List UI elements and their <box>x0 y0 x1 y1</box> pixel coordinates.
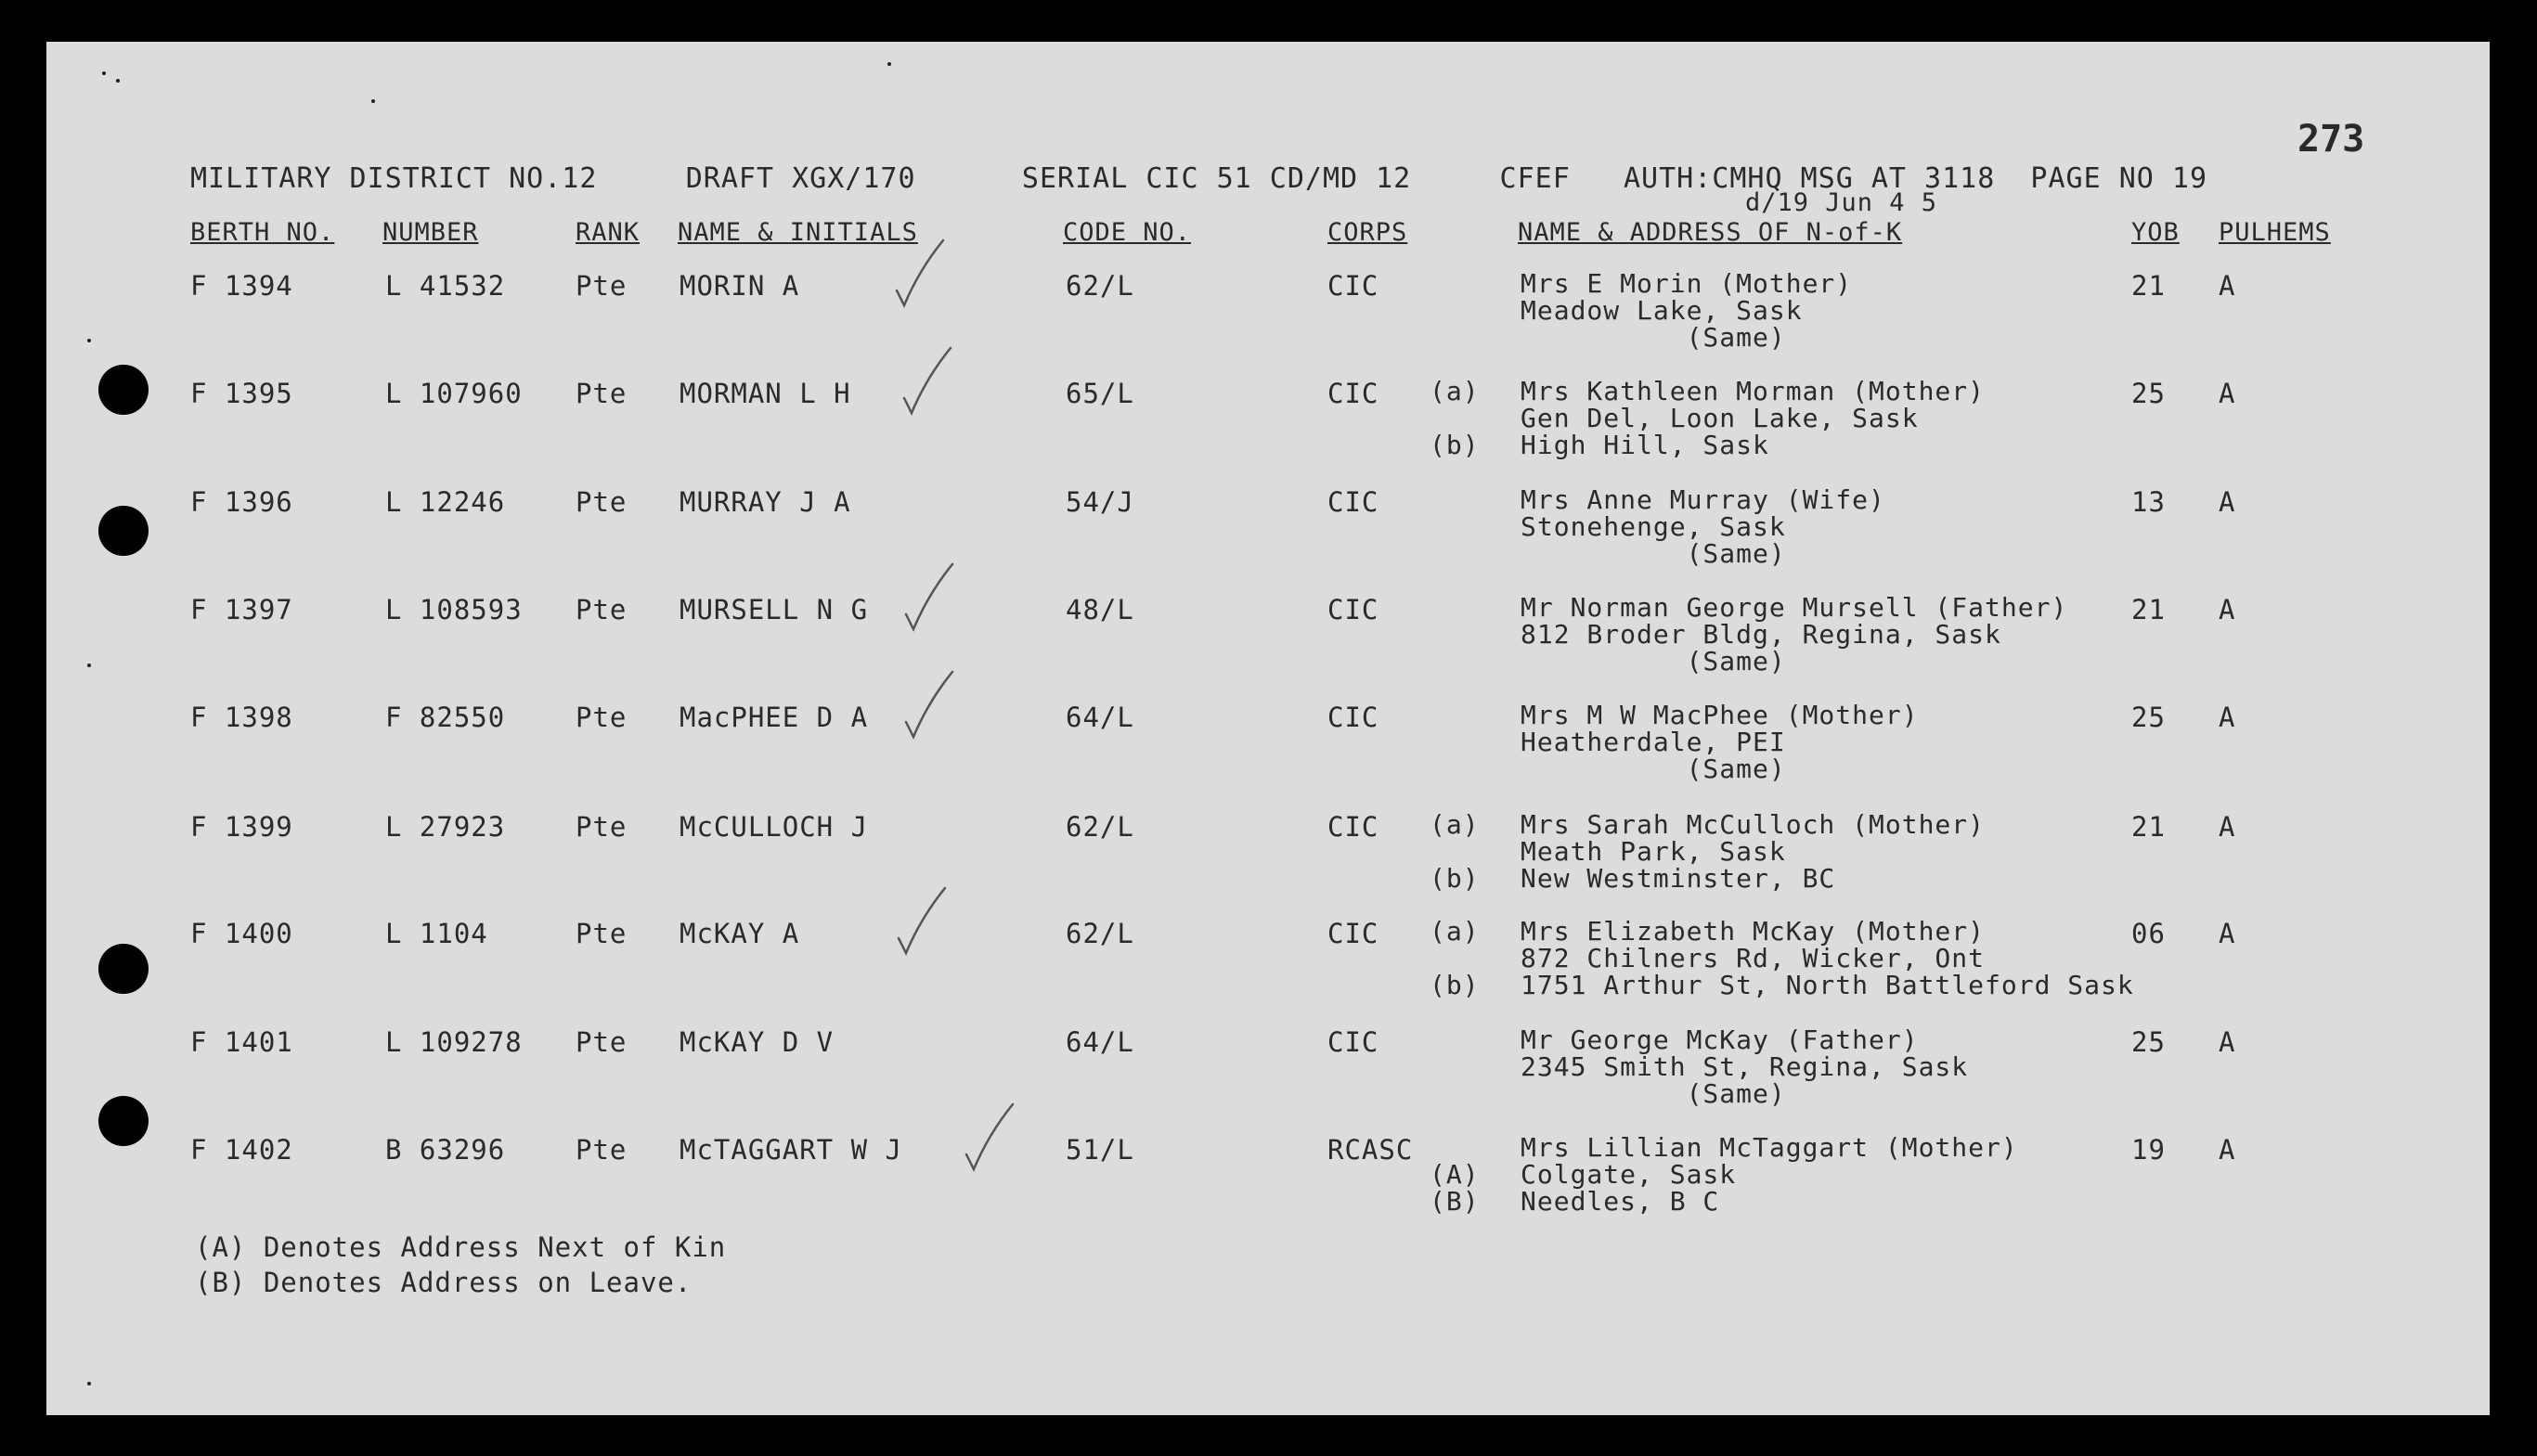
col-yob: YOB <box>2131 218 2180 247</box>
code-cell: 65/L <box>1066 378 1134 409</box>
check-mark-icon <box>893 884 949 959</box>
name-cell: McKAY A <box>680 918 800 949</box>
rank-cell: Pte <box>576 1026 628 1058</box>
address-line: Meadow Lake, Sask <box>1521 295 1803 326</box>
rank-cell: Pte <box>576 270 628 302</box>
corps-cell: RCASC <box>1327 1134 1414 1166</box>
name-cell: McTAGGART W J <box>680 1134 902 1166</box>
code-cell: 54/J <box>1066 486 1134 518</box>
col-corps: CORPS <box>1327 218 1408 247</box>
yob-cell: 25 <box>2131 702 2166 733</box>
code-cell: 51/L <box>1066 1134 1134 1166</box>
address-marker: (b) <box>1430 430 1480 460</box>
yob-cell: 06 <box>2131 918 2166 949</box>
pulhems-cell: A <box>2219 594 2236 625</box>
rank-cell: Pte <box>576 811 628 843</box>
rank-cell: Pte <box>576 702 628 733</box>
berth-cell: F 1397 <box>190 594 293 625</box>
address-line: 1751 Arthur St, North Battleford Sask <box>1521 970 2134 1000</box>
number-cell: L 1104 <box>385 918 488 949</box>
rank-cell: Pte <box>576 1134 628 1166</box>
corps-cell: CIC <box>1327 811 1379 843</box>
address-marker: (b) <box>1430 863 1480 894</box>
number-cell: B 63296 <box>385 1134 506 1166</box>
number-cell: L 109278 <box>385 1026 523 1058</box>
code-cell: 62/L <box>1066 918 1134 949</box>
draft-record-page <box>46 42 2490 1415</box>
pulhems-cell: A <box>2219 486 2236 518</box>
col-rank: RANK <box>576 218 641 247</box>
punch-hole <box>98 365 149 415</box>
name-cell: MacPHEE D A <box>680 702 869 733</box>
address-line: (Same) <box>1521 322 1786 353</box>
address-line: Colgate, Sask <box>1521 1159 1737 1190</box>
address-line: Mrs M W MacPhee (Mother) <box>1521 700 1919 730</box>
code-cell: 48/L <box>1066 594 1134 625</box>
address-line: Stonehenge, Sask <box>1521 511 1786 542</box>
address-line: Mrs Lillian McTaggart (Mother) <box>1521 1132 2018 1163</box>
berth-cell: F 1399 <box>190 811 293 843</box>
check-mark-icon <box>899 344 954 419</box>
address-marker: (B) <box>1430 1186 1480 1217</box>
code-cell: 64/L <box>1066 702 1134 733</box>
berth-cell: F 1395 <box>190 378 293 409</box>
number-cell: L 108593 <box>385 594 523 625</box>
corps-cell: CIC <box>1327 594 1379 625</box>
address-marker: (b) <box>1430 970 1480 1000</box>
check-mark-icon <box>891 237 947 311</box>
corps-cell: CIC <box>1327 1026 1379 1058</box>
number-cell: L 41532 <box>385 270 506 302</box>
address-line: 872 Chilners Rd, Wicker, Ont <box>1521 943 1986 973</box>
punch-hole <box>98 506 149 556</box>
address-line: Mr Norman George Mursell (Father) <box>1521 592 2068 623</box>
yob-cell: 21 <box>2131 270 2166 302</box>
pulhems-cell: A <box>2219 270 2236 302</box>
yob-cell: 25 <box>2131 378 2166 409</box>
dust-speck <box>102 71 106 75</box>
address-line: (Same) <box>1521 754 1786 784</box>
berth-cell: F 1400 <box>190 918 293 949</box>
address-line: Needles, B C <box>1521 1186 1720 1217</box>
footnote-b: (B) Denotes Address on Leave. <box>195 1267 692 1298</box>
address-line: (Same) <box>1521 1078 1786 1109</box>
berth-cell: F 1402 <box>190 1134 293 1166</box>
address-line: (Same) <box>1521 646 1786 676</box>
address-line: Mrs Sarah McCulloch (Mother) <box>1521 809 1986 840</box>
pulhems-cell: A <box>2219 1026 2236 1058</box>
name-cell: MORIN A <box>680 270 800 302</box>
address-line: Mr George McKay (Father) <box>1521 1024 1919 1055</box>
name-cell: MURRAY J A <box>680 486 851 518</box>
yob-cell: 25 <box>2131 1026 2166 1058</box>
corps-cell: CIC <box>1327 270 1379 302</box>
rank-cell: Pte <box>576 918 628 949</box>
address-marker: (a) <box>1430 376 1480 406</box>
number-cell: F 82550 <box>385 702 506 733</box>
address-line: 812 Broder Bldg, Regina, Sask <box>1521 619 2001 650</box>
corps-cell: CIC <box>1327 378 1379 409</box>
name-cell: McKAY D V <box>680 1026 835 1058</box>
pulhems-cell: A <box>2219 918 2236 949</box>
address-line: 2345 Smith St, Regina, Sask <box>1521 1051 1969 1082</box>
check-mark-icon <box>961 1101 1016 1175</box>
address-line: Meath Park, Sask <box>1521 836 1786 867</box>
yob-cell: 13 <box>2131 486 2166 518</box>
footnote-a: (A) Denotes Address Next of Kin <box>195 1231 727 1263</box>
punch-hole <box>98 1096 149 1146</box>
dust-speck <box>116 79 120 83</box>
address-line: Mrs Elizabeth McKay (Mother) <box>1521 916 1986 947</box>
rank-cell: Pte <box>576 486 628 518</box>
pulhems-cell: A <box>2219 811 2236 843</box>
col-name: NAME & INITIALS <box>678 218 918 247</box>
corps-cell: CIC <box>1327 702 1379 733</box>
col-pulhems: PULHEMS <box>2219 218 2331 247</box>
check-mark-icon <box>900 668 956 742</box>
code-cell: 64/L <box>1066 1026 1134 1058</box>
dust-speck <box>887 62 891 66</box>
col-address: NAME & ADDRESS OF N-of-K <box>1518 218 1903 247</box>
name-cell: McCULLOCH J <box>680 811 869 843</box>
corps-cell: CIC <box>1327 918 1379 949</box>
number-cell: L 12246 <box>385 486 506 518</box>
col-code: CODE NO. <box>1063 218 1192 247</box>
yob-cell: 19 <box>2131 1134 2166 1166</box>
pulhems-cell: A <box>2219 702 2236 733</box>
address-marker: (A) <box>1430 1159 1480 1190</box>
code-cell: 62/L <box>1066 811 1134 843</box>
berth-cell: F 1396 <box>190 486 293 518</box>
code-cell: 62/L <box>1066 270 1134 302</box>
col-berth: BERTH NO. <box>190 218 335 247</box>
address-marker: (a) <box>1430 809 1480 840</box>
address-line: Mrs Anne Murray (Wife) <box>1521 484 1885 515</box>
address-line: High Hill, Sask <box>1521 430 1769 460</box>
punch-hole <box>98 944 149 994</box>
name-cell: MURSELL N G <box>680 594 869 625</box>
header-line-1: MILITARY DISTRICT NO.12 DRAFT XGX/170 SERIAL CIC 51 CD/MD 12 CFEF AUTH:CMHQ MSG AT 3118 PAGE NO 19 <box>190 162 2208 195</box>
dust-speck <box>87 664 91 667</box>
rank-cell: Pte <box>576 378 628 409</box>
dust-speck <box>87 1382 91 1385</box>
address-line: Mrs E Morin (Mother) <box>1521 268 1853 299</box>
number-cell: L 27923 <box>385 811 506 843</box>
rank-cell: Pte <box>576 594 628 625</box>
corps-cell: CIC <box>1327 486 1379 518</box>
yob-cell: 21 <box>2131 594 2166 625</box>
berth-cell: F 1398 <box>190 702 293 733</box>
pulhems-cell: A <box>2219 1134 2236 1166</box>
page-number: 273 <box>2298 118 2365 161</box>
address-line: New Westminster, BC <box>1521 863 1836 894</box>
col-number: NUMBER <box>382 218 479 247</box>
dust-speck <box>371 99 375 103</box>
header-line-2: d/19 Jun 4 5 <box>1745 188 1938 217</box>
address-line: Heatherdale, PEI <box>1521 727 1786 757</box>
yob-cell: 21 <box>2131 811 2166 843</box>
pulhems-cell: A <box>2219 378 2236 409</box>
address-marker: (a) <box>1430 916 1480 947</box>
berth-cell: F 1401 <box>190 1026 293 1058</box>
check-mark-icon <box>900 560 956 635</box>
number-cell: L 107960 <box>385 378 523 409</box>
berth-cell: F 1394 <box>190 270 293 302</box>
address-line: (Same) <box>1521 538 1786 569</box>
address-line: Gen Del, Loon Lake, Sask <box>1521 403 1919 433</box>
address-line: Mrs Kathleen Morman (Mother) <box>1521 376 1986 406</box>
name-cell: MORMAN L H <box>680 378 851 409</box>
dust-speck <box>87 339 91 342</box>
